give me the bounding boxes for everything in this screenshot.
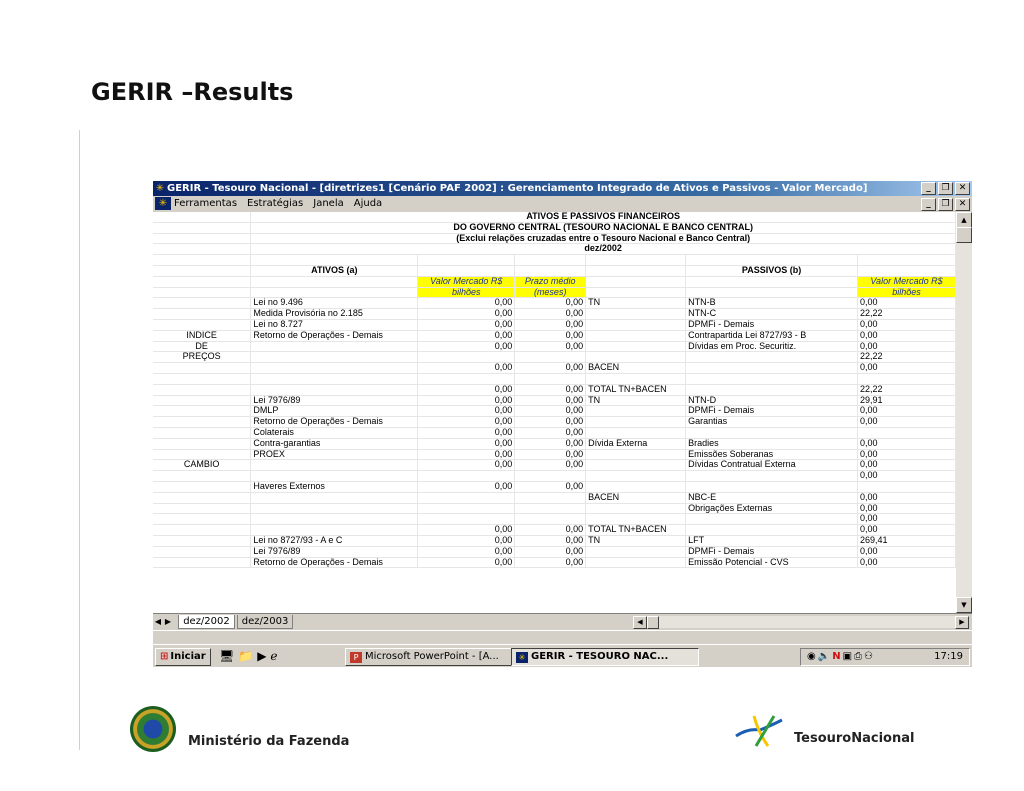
table-cell[interactable] <box>153 546 251 557</box>
table-cell[interactable]: 0,00 <box>418 460 515 471</box>
table-row <box>153 471 956 482</box>
table-row <box>153 438 956 449</box>
table-cell[interactable] <box>153 535 251 546</box>
users-icon[interactable]: ⚇ <box>864 651 875 662</box>
table-cell[interactable]: 0,00 <box>515 546 586 557</box>
table-row <box>153 525 956 536</box>
gerir-icon: ✳ <box>516 652 528 663</box>
tray-n-icon[interactable]: N <box>832 651 843 662</box>
table-cell[interactable]: 269,41 <box>858 535 956 546</box>
tab-prev-icon[interactable]: ◀ <box>154 617 162 626</box>
table-cell[interactable]: DE <box>153 341 251 352</box>
table-cell[interactable] <box>858 373 956 384</box>
table-cell[interactable] <box>586 427 686 438</box>
table-cell[interactable]: Emissões Soberanas <box>686 449 858 460</box>
table-cell[interactable] <box>418 514 515 525</box>
taskbar-gerir-label: GERIR - TESOURO NAC... <box>531 651 669 662</box>
prazo-header: Prazo médio <box>515 276 586 287</box>
table-cell[interactable]: 0,00 <box>515 417 586 428</box>
table-cell[interactable]: 22,22 <box>858 384 956 395</box>
table-cell[interactable]: DPMFi - Demais <box>686 319 858 330</box>
table-cell[interactable]: 0,00 <box>515 438 586 449</box>
taskbar-powerpoint[interactable] <box>345 648 513 666</box>
table-cell[interactable]: Emissão Potencial - CVS <box>686 557 858 568</box>
taskbar <box>153 644 972 667</box>
table-cell[interactable]: 0,00 <box>515 525 586 536</box>
table-cell[interactable] <box>586 460 686 471</box>
menu-bar <box>153 196 972 211</box>
table-row <box>153 514 956 525</box>
table-cell[interactable] <box>586 373 686 384</box>
table-cell[interactable]: Colaterais <box>251 427 418 438</box>
table-cell[interactable]: TOTAL TN+BACEN <box>586 525 686 536</box>
hscroll-thumb[interactable] <box>647 616 659 629</box>
table-cell[interactable] <box>153 417 251 428</box>
table-cell[interactable] <box>153 514 251 525</box>
table-cell[interactable]: 0,00 <box>515 298 586 309</box>
table-cell[interactable] <box>515 352 586 363</box>
menu-estrategias[interactable]: Estratégias <box>247 198 304 209</box>
table-cell[interactable] <box>418 352 515 363</box>
table-cell[interactable]: 0,00 <box>858 460 956 471</box>
table-cell[interactable]: PREÇOS <box>153 352 251 363</box>
table-cell[interactable] <box>251 525 418 536</box>
table-cell[interactable]: Retorno de Operações - Demais <box>251 417 418 428</box>
table-cell[interactable]: 0,00 <box>858 406 956 417</box>
table-cell[interactable] <box>586 309 686 320</box>
table-cell[interactable]: 0,00 <box>418 535 515 546</box>
table-cell[interactable] <box>586 449 686 460</box>
table-cell[interactable]: BACEN <box>586 492 686 503</box>
table-cell[interactable] <box>251 384 418 395</box>
table-cell[interactable]: 0,00 <box>418 406 515 417</box>
table-cell[interactable]: 0,00 <box>515 557 586 568</box>
tab-dez-2003[interactable]: dez/2003 <box>237 615 294 629</box>
table-cell[interactable]: Dívidas Contratual Externa <box>686 460 858 471</box>
table-cell[interactable]: TN <box>586 395 686 406</box>
table-cell[interactable]: PROEX <box>251 449 418 460</box>
spreadsheet-grid[interactable] <box>153 212 956 613</box>
table-row <box>153 417 956 428</box>
taskbar-gerir[interactable] <box>511 648 699 666</box>
scroll-right-icon[interactable]: ▶ <box>955 616 969 629</box>
table-cell[interactable] <box>153 406 251 417</box>
network-icon[interactable]: ◉ <box>807 651 818 662</box>
sheet-heading-date: dez/2002 <box>251 244 956 255</box>
valor-unit: bilhões <box>418 287 515 298</box>
table-cell[interactable]: 0,00 <box>418 319 515 330</box>
menu-ajuda[interactable]: Ajuda <box>353 198 383 209</box>
table-cell[interactable]: 0,00 <box>418 449 515 460</box>
table-row <box>153 557 956 568</box>
gerir-logo-icon: ✳ <box>155 183 165 194</box>
data-table <box>153 212 956 568</box>
table-cell[interactable]: 0,00 <box>858 319 956 330</box>
table-cell[interactable]: 0,00 <box>418 438 515 449</box>
table-cell[interactable] <box>153 525 251 536</box>
table-cell[interactable]: 0,00 <box>858 503 956 514</box>
table-cell[interactable]: Lei 7976/89 <box>251 395 418 406</box>
table-cell[interactable] <box>153 438 251 449</box>
sheet-tab-bar <box>153 613 972 630</box>
table-cell[interactable]: 0,00 <box>418 384 515 395</box>
table-cell[interactable]: Garantias <box>686 417 858 428</box>
table-cell[interactable]: 0,00 <box>418 341 515 352</box>
window-titlebar[interactable] <box>153 181 972 196</box>
table-row <box>153 503 956 514</box>
doc-close-icon[interactable]: ✕ <box>955 198 970 211</box>
table-cell[interactable]: Lei no 9.496 <box>251 298 418 309</box>
table-cell[interactable]: Dívida Externa <box>586 438 686 449</box>
table-cell[interactable] <box>586 514 686 525</box>
table-cell[interactable]: Bradies <box>686 438 858 449</box>
table-cell[interactable] <box>153 503 251 514</box>
table-cell[interactable] <box>686 384 858 395</box>
table-cell[interactable] <box>686 525 858 536</box>
table-cell[interactable]: Medida Provisória no 2.185 <box>251 309 418 320</box>
table-cell[interactable] <box>586 503 686 514</box>
table-cell[interactable]: LFT <box>686 535 858 546</box>
table-row <box>153 384 956 395</box>
table-cell[interactable]: Retorno de Operações - Demais <box>251 557 418 568</box>
table-cell[interactable]: ÍNDICE <box>153 330 251 341</box>
table-row <box>153 481 956 492</box>
table-cell[interactable] <box>686 481 858 492</box>
table-cell[interactable]: DMLP <box>251 406 418 417</box>
table-cell[interactable]: 0,00 <box>515 319 586 330</box>
table-row <box>153 427 956 438</box>
table-cell[interactable] <box>858 481 956 492</box>
table-row <box>153 406 956 417</box>
table-cell[interactable]: 0,00 <box>418 427 515 438</box>
table-cell[interactable] <box>251 363 418 374</box>
tab-next-icon[interactable]: ▶ <box>164 617 172 626</box>
table-cell[interactable] <box>586 471 686 482</box>
table-cell[interactable]: 0,00 <box>858 449 956 460</box>
table-cell[interactable]: 0,00 <box>515 460 586 471</box>
table-cell[interactable] <box>251 471 418 482</box>
table-cell[interactable] <box>515 492 586 503</box>
table-cell[interactable]: 0,00 <box>418 546 515 557</box>
start-label: Iniciar <box>170 651 206 662</box>
prazo-unit: (meses) <box>515 287 586 298</box>
printer-icon[interactable]: ⎙ <box>854 651 865 662</box>
table-cell[interactable]: 0,00 <box>858 417 956 428</box>
table-cell[interactable]: 0,00 <box>515 395 586 406</box>
restore-icon[interactable]: ❐ <box>938 182 953 195</box>
table-cell[interactable] <box>586 557 686 568</box>
table-cell[interactable] <box>251 503 418 514</box>
sheet-heading-3: (Exclui relações cruzadas entre o Tesouro Nacional e Banco Central) <box>251 233 956 244</box>
table-cell[interactable]: 0,00 <box>418 481 515 492</box>
table-cell[interactable] <box>418 471 515 482</box>
vertical-scrollbar[interactable] <box>956 212 972 613</box>
table-cell[interactable] <box>858 427 956 438</box>
table-cell[interactable] <box>251 341 418 352</box>
table-cell[interactable] <box>686 514 858 525</box>
table-cell[interactable]: Dívidas em Proc. Securitiz. <box>686 341 858 352</box>
windows-logo-icon: ⊞ <box>160 651 169 662</box>
table-cell[interactable] <box>586 352 686 363</box>
table-cell[interactable] <box>153 471 251 482</box>
table-cell[interactable] <box>251 352 418 363</box>
table-cell[interactable] <box>515 471 586 482</box>
table-cell[interactable] <box>686 471 858 482</box>
table-cell[interactable] <box>153 319 251 330</box>
table-cell[interactable] <box>586 406 686 417</box>
table-cell[interactable] <box>153 363 251 374</box>
close-icon[interactable]: ✕ <box>955 182 970 195</box>
table-cell[interactable]: 0,00 <box>515 427 586 438</box>
table-cell[interactable]: 0,00 <box>418 395 515 406</box>
table-cell[interactable] <box>586 417 686 428</box>
horizontal-scrollbar[interactable] <box>633 616 969 628</box>
table-cell[interactable]: 0,00 <box>515 384 586 395</box>
table-cell[interactable]: Haveres Externos <box>251 481 418 492</box>
table-cell[interactable] <box>686 373 858 384</box>
table-cell[interactable]: Lei 7976/89 <box>251 546 418 557</box>
table-cell[interactable]: Contrapartida Lei 8727/93 - B <box>686 330 858 341</box>
table-row <box>153 460 956 471</box>
table-cell[interactable]: 0,00 <box>858 557 956 568</box>
ministerio-label: Ministério da Fazenda <box>188 733 350 749</box>
table-cell[interactable]: NTN-B <box>686 298 858 309</box>
table-row <box>153 341 956 352</box>
table-cell[interactable]: TOTAL TN+BACEN <box>586 384 686 395</box>
tab-dez-2002[interactable]: dez/2002 <box>178 615 235 629</box>
tesouro-label: TesouroNacional <box>794 731 915 746</box>
table-row <box>153 319 956 330</box>
clock: 17:19 <box>934 651 963 662</box>
table-cell[interactable] <box>586 319 686 330</box>
table-cell[interactable]: NBC-E <box>686 492 858 503</box>
table-cell[interactable] <box>586 481 686 492</box>
table-cell[interactable] <box>153 384 251 395</box>
table-cell[interactable]: 0,00 <box>858 525 956 536</box>
table-cell[interactable] <box>153 427 251 438</box>
table-cell[interactable] <box>515 514 586 525</box>
table-cell[interactable]: BACEN <box>586 363 686 374</box>
taskbar-powerpoint-label: Microsoft PowerPoint - [A... <box>365 651 499 662</box>
table-cell[interactable]: DPMFi - Demais <box>686 406 858 417</box>
table-cell[interactable] <box>153 492 251 503</box>
table-cell[interactable]: 0,00 <box>515 309 586 320</box>
explorer-icon[interactable]: 📁 <box>238 649 258 663</box>
table-cell[interactable]: 0,00 <box>418 417 515 428</box>
table-cell[interactable] <box>418 492 515 503</box>
valor-header-passivos: Valor Mercado R$ <box>858 276 956 287</box>
document-icon[interactable]: ✳ <box>155 197 171 210</box>
table-cell[interactable]: CÂMBIO <box>153 460 251 471</box>
minimize-icon[interactable]: _ <box>921 182 936 195</box>
menu-ferramentas[interactable]: Ferramentas <box>174 198 238 209</box>
language-icon[interactable]: ▣ <box>842 651 855 662</box>
table-cell[interactable]: 0,00 <box>858 341 956 352</box>
brazil-seal-icon <box>130 706 176 752</box>
table-cell[interactable] <box>153 298 251 309</box>
table-cell[interactable]: 0,00 <box>858 438 956 449</box>
table-cell[interactable] <box>515 373 586 384</box>
table-cell[interactable] <box>586 546 686 557</box>
table-cell[interactable] <box>686 427 858 438</box>
table-cell[interactable]: 0,00 <box>858 492 956 503</box>
table-cell[interactable]: 0,00 <box>858 471 956 482</box>
table-cell[interactable]: Lei no 8.727 <box>251 319 418 330</box>
ativos-header: ATIVOS (a) <box>251 265 418 276</box>
table-cell[interactable]: 22,22 <box>858 309 956 320</box>
table-cell[interactable]: 0,00 <box>418 557 515 568</box>
slide-divider <box>79 130 80 750</box>
quick-launch <box>219 648 282 664</box>
menu-janela[interactable]: Janela <box>313 198 344 209</box>
table-row <box>153 352 956 363</box>
scroll-down-icon[interactable]: ▼ <box>956 597 972 613</box>
table-row <box>153 546 956 557</box>
table-row <box>153 395 956 406</box>
table-cell[interactable]: Lei no 8727/93 - A e C <box>251 535 418 546</box>
start-button[interactable] <box>155 648 211 666</box>
ministerio-logo <box>130 706 349 752</box>
table-cell[interactable] <box>586 330 686 341</box>
doc-restore-icon[interactable]: ❐ <box>938 198 953 211</box>
table-cell[interactable] <box>515 503 586 514</box>
scroll-up-icon[interactable]: ▲ <box>956 212 972 228</box>
table-row <box>153 363 956 374</box>
table-cell[interactable]: 0,00 <box>418 525 515 536</box>
table-cell[interactable] <box>153 481 251 492</box>
table-cell[interactable] <box>686 363 858 374</box>
table-cell[interactable]: 0,00 <box>418 330 515 341</box>
table-cell[interactable]: 0,00 <box>515 535 586 546</box>
table-cell[interactable] <box>153 309 251 320</box>
table-cell[interactable] <box>418 373 515 384</box>
powerpoint-icon: P <box>350 652 362 663</box>
table-cell[interactable]: Retorno de Operações - Demais <box>251 330 418 341</box>
table-cell[interactable] <box>153 449 251 460</box>
table-cell[interactable]: 0,00 <box>515 481 586 492</box>
passivos-header: PASSIVOS (b) <box>686 265 858 276</box>
app-screenshot <box>153 181 972 667</box>
table-row <box>153 309 956 320</box>
table-cell[interactable]: 0,00 <box>515 449 586 460</box>
table-row <box>153 373 956 384</box>
table-cell[interactable] <box>686 352 858 363</box>
table-row <box>153 492 956 503</box>
browser-icon[interactable]: ℯ <box>270 649 282 663</box>
table-cell[interactable] <box>251 373 418 384</box>
table-cell[interactable]: 0,00 <box>418 298 515 309</box>
table-cell[interactable]: 0,00 <box>515 406 586 417</box>
table-cell[interactable]: TN <box>586 535 686 546</box>
valor-header: Valor Mercado R$ <box>418 276 515 287</box>
table-cell[interactable]: 22,22 <box>858 352 956 363</box>
table-cell[interactable] <box>153 557 251 568</box>
table-row <box>153 330 956 341</box>
table-cell[interactable] <box>251 460 418 471</box>
table-cell[interactable] <box>251 492 418 503</box>
window-title: GERIR - Tesouro Nacional - [diretrizes1 [Cenário PAF 2002] : Gerenciamento Integrado de Ativos e Passivos - Valor Mercado] <box>167 183 868 194</box>
scroll-thumb[interactable] <box>956 227 972 243</box>
table-row <box>153 298 956 309</box>
status-bar <box>153 630 972 645</box>
table-cell[interactable] <box>251 514 418 525</box>
table-cell[interactable] <box>586 341 686 352</box>
table-cell[interactable]: DPMFi - Demais <box>686 546 858 557</box>
table-cell[interactable] <box>153 373 251 384</box>
table-cell[interactable]: 0,00 <box>515 330 586 341</box>
table-cell[interactable]: 0,00 <box>418 363 515 374</box>
table-cell[interactable]: 0,00 <box>858 298 956 309</box>
tesouro-logo <box>734 714 914 748</box>
media-icon[interactable]: ▶ <box>257 649 271 663</box>
tesouro-logo-icon <box>734 714 786 748</box>
table-cell[interactable]: TN <box>586 298 686 309</box>
table-cell[interactable]: 0,00 <box>418 309 515 320</box>
sheet-heading-2: DO GOVERNO CENTRAL (TESOURO NACIONAL E BANCO CENTRAL) <box>251 222 956 233</box>
table-cell[interactable]: 0,00 <box>858 514 956 525</box>
table-cell[interactable]: 0,00 <box>515 363 586 374</box>
table-cell[interactable]: 0,00 <box>858 330 956 341</box>
table-row <box>153 535 956 546</box>
table-cell[interactable]: NTN-D <box>686 395 858 406</box>
table-cell[interactable] <box>418 503 515 514</box>
table-cell[interactable]: 29,91 <box>858 395 956 406</box>
table-cell[interactable]: 0,00 <box>858 546 956 557</box>
volume-icon[interactable]: 🔈 <box>817 651 833 662</box>
table-cell[interactable]: 0,00 <box>515 341 586 352</box>
table-row <box>153 449 956 460</box>
sheet-heading-1: ATIVOS E PASSIVOS FINANCEIROS <box>251 212 956 222</box>
table-cell[interactable]: Obrigações Externas <box>686 503 858 514</box>
doc-minimize-icon[interactable]: _ <box>921 198 936 211</box>
slide-title: GERIR –Results <box>91 78 294 106</box>
table-cell[interactable]: 0,00 <box>858 363 956 374</box>
table-cell[interactable] <box>153 395 251 406</box>
system-tray <box>800 648 970 666</box>
table-cell[interactable]: Contra-garantias <box>251 438 418 449</box>
valor-unit-passivos: bilhões <box>858 287 956 298</box>
scroll-left-icon[interactable]: ◀ <box>633 616 647 629</box>
table-cell[interactable]: NTN-C <box>686 309 858 320</box>
desktop-icon[interactable]: 🖥 <box>219 649 239 663</box>
